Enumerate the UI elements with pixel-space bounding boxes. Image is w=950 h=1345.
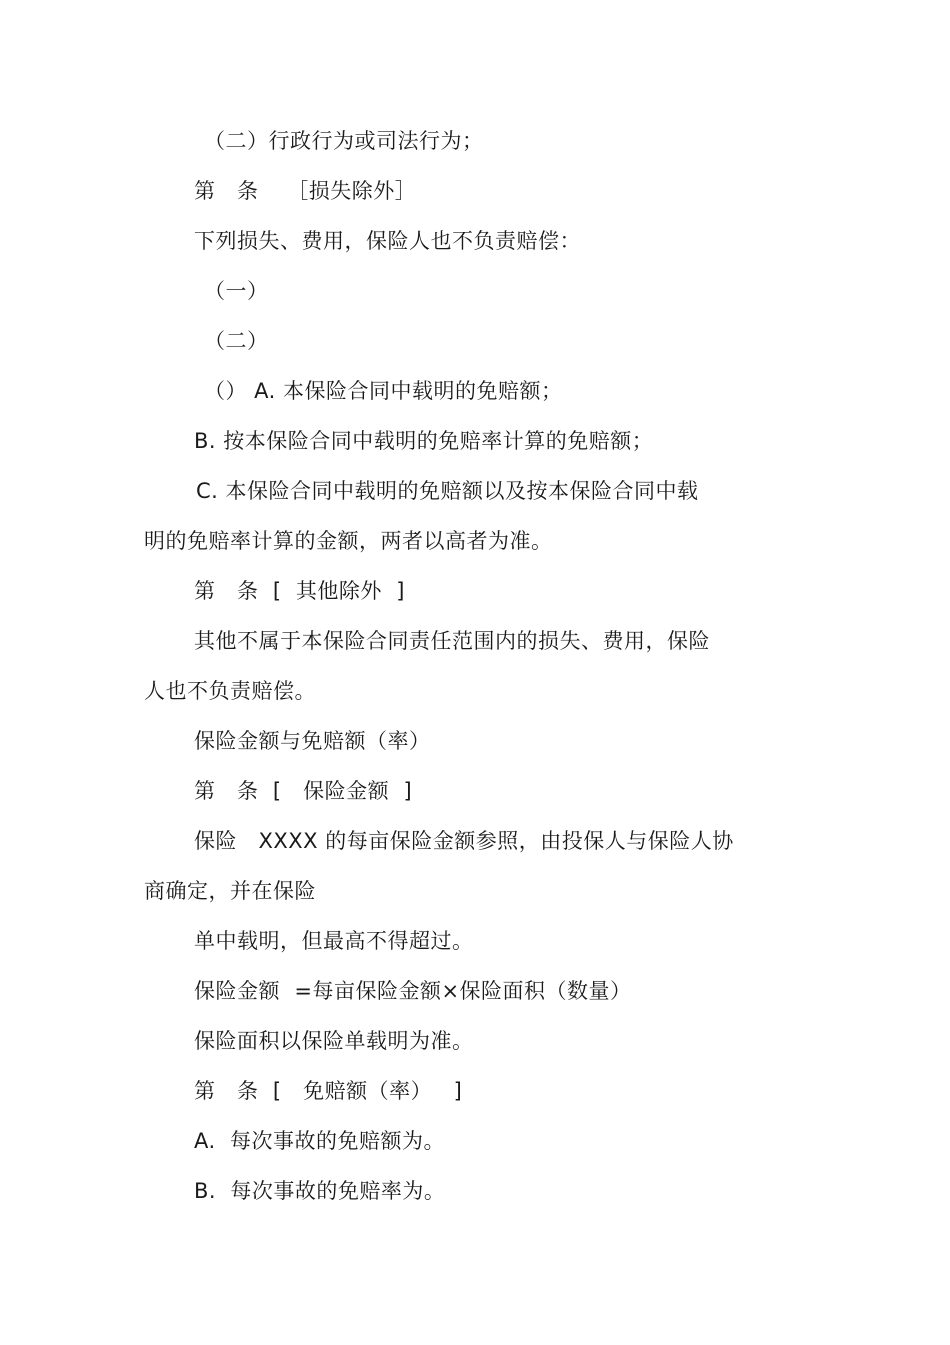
article-heading: 第 条 [ 保险金额 ] <box>194 779 413 803</box>
list-item: （二） <box>204 329 269 353</box>
section-heading: 保险金额与免赔额（率） <box>194 729 431 753</box>
list-item: A. 每次事故的免赔额为。 <box>194 1129 446 1153</box>
article-heading: 第 条 [ 免赔额（率） ] <box>194 1079 463 1103</box>
list-item: （一） <box>204 279 269 303</box>
text-line: 其他不属于本保险合同责任范围内的损失、费用，保险 <box>194 629 710 653</box>
article-heading: 第 条 [ 其他除外 ] <box>194 579 405 603</box>
list-item: （） A. 本保险合同中载明的免赔额； <box>204 379 563 403</box>
text-line: 保险面积以保险单载明为准。 <box>194 1029 474 1053</box>
text-line: 明的免赔率计算的金额，两者以高者为准。 <box>144 529 553 553</box>
text-line: 下列损失、费用，保险人也不负责赔偿： <box>194 229 581 253</box>
text-line: 保险 XXXX 的每亩保险金额参照，由投保人与保险人协 <box>194 829 734 853</box>
text-line: 单中载明，但最高不得超过。 <box>194 929 474 953</box>
formula-line: 保险金额 =每亩保险金额×保险面积（数量） <box>194 979 632 1003</box>
article-heading: 第 条 ［损失除外］ <box>194 179 417 203</box>
text-line: 人也不负责赔偿。 <box>144 679 316 703</box>
list-item: C. 本保险合同中载明的免赔额以及按本保险合同中载 <box>196 479 699 503</box>
text-line: 商确定，并在保险 <box>144 879 316 903</box>
list-item: B. 每次事故的免赔率为。 <box>194 1179 446 1203</box>
list-item: B. 按本保险合同中载明的免赔率计算的免赔额； <box>194 429 654 453</box>
text-line: （二）行政行为或司法行为； <box>204 129 484 153</box>
